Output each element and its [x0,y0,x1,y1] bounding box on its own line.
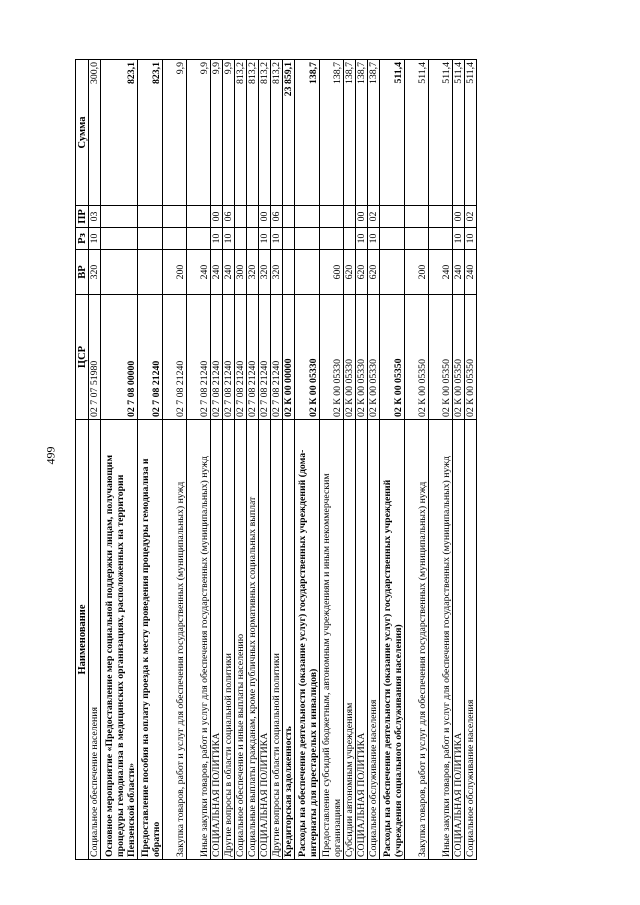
cell-sum: 9,9 [211,60,223,206]
cell-vr: 200 [163,250,187,295]
cell-csr: 02 7 08 21240 [163,295,187,420]
cell-rz: 10 [368,228,380,250]
cell-rz [163,228,187,250]
cell-name: Социальное обслуживание населения [368,420,380,860]
cell-pr: 00 [356,206,368,228]
cell-name: Субсидии автономным учреждениям [344,420,356,860]
cell-name: Основное мероприятие «Предоставление мер социальной поддержки лицам, получающим процедуры гемодиализа в медицинских организациях, расположенных на территории Пензенской области» [101,420,138,860]
cell-sum: 511,4 [429,60,453,206]
cell-pr [138,206,163,228]
cell-rz: 10 [89,228,101,250]
cell-csr: 02 7 08 21240 [138,295,163,420]
cell-rz [235,228,247,250]
cell-rz: 10 [211,228,223,250]
cell-pr [163,206,187,228]
table-row [89,60,101,860]
table-row [380,60,405,860]
header-sum: Сумма [76,60,89,206]
cell-sum: 9,9 [223,60,235,206]
cell-name: СОЦИАЛЬНАЯ ПОЛИТИКА [356,420,368,860]
cell-vr: 200 [405,250,429,295]
header-rz: Рз [76,228,89,250]
cell-sum: 823,1 [101,60,138,206]
cell-pr: 02 [368,206,380,228]
cell-name: Расходы на обеспечение деятельности (оказание услуг) государственных учреждений (дома-интернаты для престарелых и инвалидов) [295,420,320,860]
table-row [187,60,211,860]
table-row [344,60,356,860]
cell-pr: 02 [465,206,477,228]
page-number: 499 [43,446,58,465]
cell-csr: 02 К 00 05350 [380,295,405,420]
cell-sum: 138,7 [295,60,320,206]
cell-sum: 138,7 [356,60,368,206]
cell-rz [187,228,211,250]
table-row [429,60,453,860]
table-row [223,60,235,860]
cell-sum: 813,2 [259,60,271,206]
cell-pr [380,206,405,228]
table-row [283,60,295,860]
cell-name: Социальное обеспечение и иные выплаты населению [235,420,247,860]
cell-csr: 02 7 08 21240 [271,295,283,420]
cell-sum: 813,2 [271,60,283,206]
cell-vr [380,250,405,295]
cell-rz: 10 [223,228,235,250]
cell-sum: 9,9 [163,60,187,206]
cell-sum: 300,0 [89,60,101,206]
cell-pr: 00 [259,206,271,228]
cell-csr: 02 К 00 05330 [356,295,368,420]
cell-rz [247,228,259,250]
cell-pr: 03 [89,206,101,228]
table-row [271,60,283,860]
cell-name: Социальное обеспечение населения [89,420,101,860]
cell-vr: 320 [271,250,283,295]
cell-vr: 620 [368,250,380,295]
cell-csr: 02 К 00 05330 [368,295,380,420]
cell-name: Расходы на обеспечение деятельности (оказание услуг) государственных учреждений (учреждения социального обслуживания населения) [380,420,405,860]
cell-pr [405,206,429,228]
cell-rz: 10 [271,228,283,250]
cell-sum: 138,7 [320,60,344,206]
cell-csr: 02 К 00 05350 [405,295,429,420]
cell-rz: 10 [465,228,477,250]
table-row [453,60,465,860]
table-row [101,60,138,860]
cell-vr: 240 [465,250,477,295]
cell-csr: 02 К 00 05350 [465,295,477,420]
cell-vr: 240 [187,250,211,295]
table-row [405,60,429,860]
table-row [211,60,223,860]
cell-pr: 00 [453,206,465,228]
cell-csr: 02 7 08 21240 [211,295,223,420]
cell-sum: 23 859,1 [283,60,295,206]
cell-vr: 320 [247,250,259,295]
cell-name: СОЦИАЛЬНАЯ ПОЛИТИКА [453,420,465,860]
cell-rz [295,228,320,250]
cell-vr: 240 [453,250,465,295]
table-row [247,60,259,860]
cell-csr: 02 К 00 05330 [295,295,320,420]
table-header-row [76,60,89,860]
cell-csr: 02 К 00 05330 [320,295,344,420]
cell-vr [101,250,138,295]
cell-vr: 620 [344,250,356,295]
budget-table [75,59,477,860]
table-row [465,60,477,860]
cell-vr: 600 [320,250,344,295]
cell-rz [101,228,138,250]
cell-vr: 240 [211,250,223,295]
cell-csr: 02 7 08 21240 [223,295,235,420]
cell-pr [344,206,356,228]
rotated-table-container [75,60,600,860]
table-row [356,60,368,860]
table-row [320,60,344,860]
cell-sum: 813,2 [247,60,259,206]
header-csr: ЦСР [76,295,89,420]
header-vr: ВР [76,250,89,295]
cell-name: Другие вопросы в области социальной политики [223,420,235,860]
cell-pr [247,206,259,228]
cell-csr: 02 7 08 21240 [259,295,271,420]
cell-rz [283,228,295,250]
cell-rz: 10 [259,228,271,250]
cell-vr [138,250,163,295]
cell-name: Иные закупки товаров, работ и услуг для обеспечения государственных (муниципальных) нужд [187,420,211,860]
cell-csr: 02 К 00 05330 [344,295,356,420]
cell-name: СОЦИАЛЬНАЯ ПОЛИТИКА [259,420,271,860]
table-row [163,60,187,860]
cell-sum: 511,4 [380,60,405,206]
cell-csr: 02 7 08 21240 [235,295,247,420]
cell-csr: 02 7 08 21240 [187,295,211,420]
cell-csr: 02 7 07 51980 [89,295,101,420]
cell-name: СОЦИАЛЬНАЯ ПОЛИТИКА [211,420,223,860]
cell-pr [320,206,344,228]
cell-name: Кредиторская задолженность [283,420,295,860]
cell-vr: 320 [259,250,271,295]
cell-sum: 138,7 [368,60,380,206]
cell-vr: 620 [356,250,368,295]
cell-pr: 06 [223,206,235,228]
header-name: Наименование [76,420,89,860]
cell-sum: 138,7 [344,60,356,206]
cell-sum: 9,9 [187,60,211,206]
table-row [235,60,247,860]
cell-vr: 240 [429,250,453,295]
cell-sum: 511,4 [405,60,429,206]
cell-name: Другие вопросы в области социальной политики [271,420,283,860]
cell-rz: 10 [356,228,368,250]
cell-sum: 511,4 [453,60,465,206]
cell-csr: 02 К 00 00000 [283,295,295,420]
cell-pr [101,206,138,228]
cell-rz: 10 [453,228,465,250]
cell-rz [405,228,429,250]
cell-vr [295,250,320,295]
cell-csr: 02 К 00 05350 [453,295,465,420]
table-row [368,60,380,860]
cell-pr: 06 [271,206,283,228]
cell-name: Предоставление пособия на оплату проезда к месту проведения процедуры гемодиализа и обратно [138,420,163,860]
cell-vr [283,250,295,295]
cell-vr: 320 [89,250,101,295]
cell-vr: 300 [235,250,247,295]
cell-pr [295,206,320,228]
cell-name: Закупка товаров, работ и услуг для обеспечения государственных (муниципальных) нужд [163,420,187,860]
cell-rz [344,228,356,250]
cell-name: Социальные выплаты гражданам, кроме публичных нормативных социальных выплат [247,420,259,860]
table-row [138,60,163,860]
table-row [259,60,271,860]
cell-name: Предоставление субсидий бюджетным, автономным учреждениям и иным некоммерческим организациям [320,420,344,860]
cell-rz [380,228,405,250]
cell-csr: 02 К 00 05350 [429,295,453,420]
cell-pr: 00 [211,206,223,228]
cell-rz [138,228,163,250]
cell-name: Иные закупки товаров, работ и услуг для обеспечения государственных (муниципальных) нужд [429,420,453,860]
cell-csr: 02 7 08 00000 [101,295,138,420]
cell-csr: 02 7 08 21240 [247,295,259,420]
cell-vr: 240 [223,250,235,295]
cell-name: Социальное обслуживание населения [465,420,477,860]
table-body [89,60,477,860]
cell-rz [320,228,344,250]
cell-sum: 823,1 [138,60,163,206]
cell-rz [429,228,453,250]
cell-pr [283,206,295,228]
cell-pr [235,206,247,228]
cell-pr [429,206,453,228]
cell-pr [187,206,211,228]
header-pr: ПР [76,206,89,228]
cell-sum: 511,4 [465,60,477,206]
table-row [295,60,320,860]
cell-name: Закупка товаров, работ и услуг для обеспечения государственных (муниципальных) нужд [405,420,429,860]
cell-sum: 813,2 [235,60,247,206]
